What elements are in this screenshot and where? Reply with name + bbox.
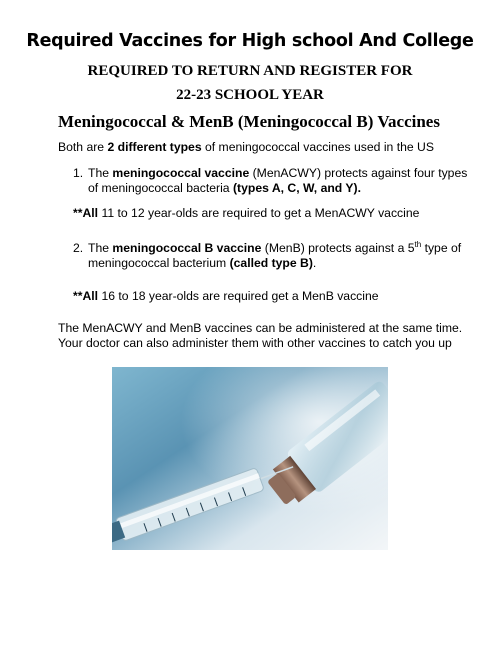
vaccine-syringe-photo <box>112 367 388 550</box>
subtitle-line-1: REQUIRED TO RETURN AND REGISTER FOR <box>87 63 413 79</box>
note-text: 16 to 18 year-olds are required get a MenB vaccine <box>98 289 379 303</box>
text-pre: The <box>88 241 113 255</box>
closing-paragraph: The MenACWY and MenB vaccines can be administered at the same time. Your doctor can also administer them with other vaccines to catch you up <box>58 321 463 350</box>
text-mid: (MenB) protects against a 5 <box>261 241 415 255</box>
note-prefix: **All <box>73 206 99 220</box>
list-number: 1. <box>73 166 84 180</box>
list-number: 2. <box>73 241 84 255</box>
text-mid-2: type of meningococcal bacterium <box>88 241 462 270</box>
intro-bold: 2 different types <box>107 140 202 154</box>
text-end: . <box>312 256 317 270</box>
note-menb <box>73 289 379 304</box>
note-text: 11 to 12 year-olds are required to get a MenACWY vaccine <box>98 206 420 220</box>
vaccine-name: meningococcal vaccine <box>112 166 250 180</box>
intro-post: of meningococcal vaccines used in the US <box>201 140 434 154</box>
vaccine-name: meningococcal B vaccine <box>112 241 262 255</box>
text-pre: The <box>88 166 113 180</box>
note-prefix: **All <box>73 289 99 303</box>
list-item-text <box>88 166 473 196</box>
section-heading: Meningococcal & MenB (Meningococcal B) Vaccines <box>58 112 440 131</box>
note-menacwy <box>73 206 419 221</box>
list-item-text <box>88 241 473 271</box>
intro-paragraph <box>58 140 434 155</box>
subtitle-line-2: 22-23 SCHOOL YEAR <box>176 87 324 103</box>
bacteria-type: (called type B) <box>229 256 313 270</box>
intro-pre: Both are <box>58 140 108 154</box>
bacteria-types: (types A, C, W, and Y). <box>232 181 361 195</box>
text-mid: (MenACWY) protects against four types of meningococcal bacteria <box>88 166 468 195</box>
syringe-and-vial-photo-icon <box>112 367 388 550</box>
page-title: Required Vaccines for High school And College <box>26 31 474 51</box>
ordinal-suffix: th <box>414 239 422 249</box>
